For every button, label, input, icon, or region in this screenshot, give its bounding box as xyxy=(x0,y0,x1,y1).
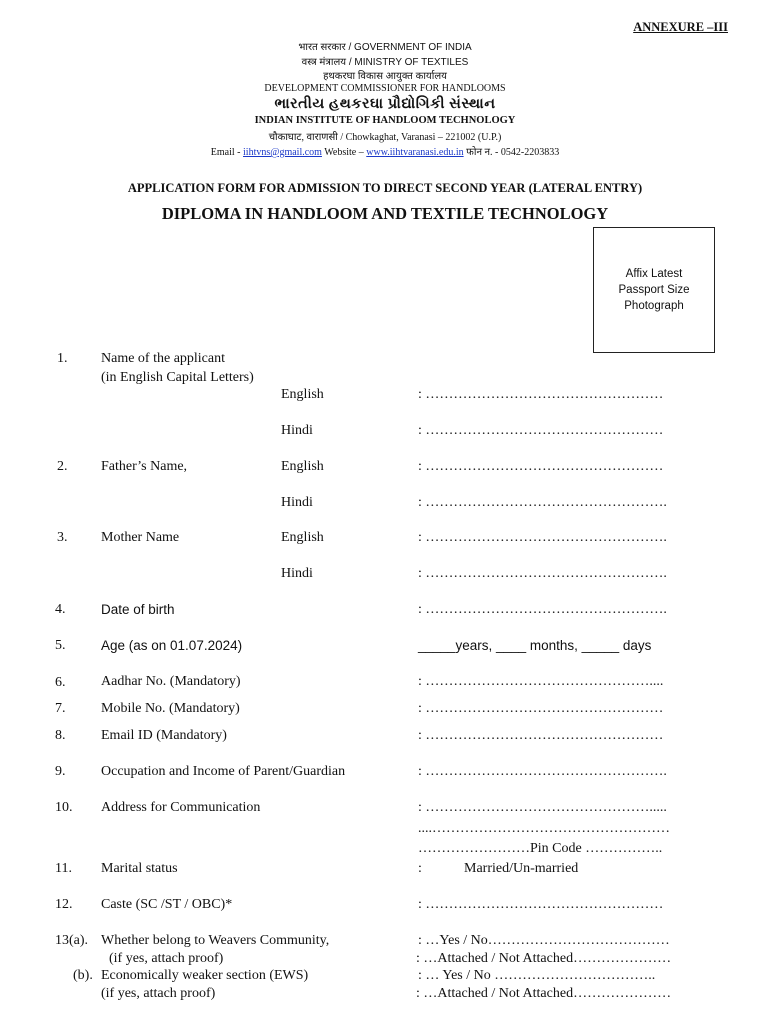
header-contact xyxy=(0,144,770,158)
field-1-number: 1. xyxy=(57,351,68,366)
field-2-english-label: English xyxy=(281,459,324,474)
field-3-hindi-input[interactable]: : ……………………………………………. xyxy=(418,566,667,581)
field-12-number: 12. xyxy=(55,897,73,912)
field-1-hindi-label: Hindi xyxy=(281,423,313,438)
mobile-input[interactable]: : …………………………………………… xyxy=(418,701,664,716)
field-1-hindi-input[interactable]: : …………………………………………… xyxy=(418,423,664,438)
form-title: APPLICATION FORM FOR ADMISSION TO DIRECT SECOND YEAR (LATERAL ENTRY) xyxy=(127,181,643,195)
field-8-label: Email ID (Mandatory) xyxy=(101,728,227,743)
field-1-english-input[interactable]: : …………………………………………… xyxy=(418,387,664,402)
email-input[interactable]: : …………………………………………… xyxy=(418,728,664,743)
header-address: चौकाघाट, वाराणसी / Chowkaghat, Varanasi – 221002 (U.P.) xyxy=(268,132,502,143)
website-label: Website – xyxy=(321,147,367,158)
field-13b-number: (b). xyxy=(73,968,93,983)
website-link[interactable]: www.iihtvaranasi.edu.in xyxy=(366,147,464,158)
field-10-number: 10. xyxy=(55,800,73,815)
email-link[interactable]: iihtvns@gmail.com xyxy=(243,147,322,158)
annexure-label: ANNEXURE –III xyxy=(633,20,728,34)
occupation-input[interactable]: : ……………………………………………. xyxy=(418,764,667,779)
field-2-hindi-input[interactable]: : ……………………………………………. xyxy=(418,495,667,510)
ews-input[interactable]: : … Yes / No …………………………….. xyxy=(418,968,656,983)
field-7-label: Mobile No. (Mandatory) xyxy=(101,701,240,716)
weavers-proof-input[interactable]: : …Attached / Not Attached………………… xyxy=(416,951,672,966)
field-3-hindi-label: Hindi xyxy=(281,566,313,581)
header-office-hindi: हथकरघा विकास आयुक्त कार्यालय xyxy=(323,71,447,82)
caste-input[interactable]: : …………………………………………… xyxy=(418,897,664,912)
field-9-number: 9. xyxy=(55,764,66,779)
address-input-line-1[interactable]: : …………………………………………..... xyxy=(418,800,667,815)
field-13a-number: 13(a). xyxy=(55,933,89,948)
field-2-hindi-label: Hindi xyxy=(281,495,313,510)
photo-line-2: Passport Size xyxy=(618,284,690,296)
phone-number: फोन न. - 0542-2203833 xyxy=(463,147,560,158)
header-ministry: वस्त्र मंत्रालय / MINISTRY OF TEXTILES xyxy=(301,57,469,68)
field-3-label: Mother Name xyxy=(101,530,180,545)
field-2-number: 2. xyxy=(57,459,68,474)
field-3-number: 3. xyxy=(57,530,68,545)
email-label: Email - xyxy=(210,147,244,158)
field-4-number: 4. xyxy=(55,602,66,617)
header-institute-gujarati: ભારતીય હથકરઘા પ્રૌદ્યોગિકી સંસ્થાન xyxy=(274,96,496,112)
field-13a-label: Whether belong to Weavers Community, xyxy=(101,933,330,948)
aadhar-input[interactable]: : ………………………………………….... xyxy=(418,674,664,689)
field-13a-sublabel: (if yes, attach proof) xyxy=(109,951,224,966)
field-13b-sublabel: (if yes, attach proof) xyxy=(101,986,216,1001)
field-8-number: 8. xyxy=(55,728,66,743)
field-1-label: Name of the applicant xyxy=(101,351,226,366)
field-2-label: Father’s Name, xyxy=(101,459,188,474)
address-input-line-2[interactable]: ....…………………………………………… xyxy=(418,821,670,836)
age-input[interactable]: _____years, ____ months, _____ days xyxy=(418,638,652,653)
field-13b-label: Economically weaker section (EWS) xyxy=(101,968,309,983)
field-7-number: 7. xyxy=(55,701,66,716)
field-5-label: Age (as on 01.07.2024) xyxy=(101,638,243,653)
weavers-community-input[interactable]: : …Yes / No………………………………… xyxy=(418,933,670,948)
field-3-english-input[interactable]: : ……………………………………………. xyxy=(418,530,667,545)
field-3-english-label: English xyxy=(281,530,324,545)
field-6-number: 6. xyxy=(55,675,66,690)
header-institute-name: INDIAN INSTITUTE OF HANDLOOM TECHNOLOGY xyxy=(254,115,516,126)
field-11-number: 11. xyxy=(55,861,72,876)
field-11-label: Marital status xyxy=(101,861,178,876)
address-pin-code-input[interactable]: ……………………Pin Code …………….. xyxy=(418,841,663,856)
field-6-label: Aadhar No. (Mandatory) xyxy=(101,674,241,689)
field-4-label: Date of birth xyxy=(101,602,175,617)
field-2-english-input[interactable]: : …………………………………………… xyxy=(418,459,664,474)
field-9-label: Occupation and Income of Parent/Guardian xyxy=(101,764,346,779)
field-1-english-label: English xyxy=(281,387,324,402)
field-12-label: Caste (SC /ST / OBC)* xyxy=(101,897,233,912)
header-government: भारत सरकार / GOVERNMENT OF INDIA xyxy=(298,42,472,53)
field-5-number: 5. xyxy=(55,638,66,653)
field-11-colon: : xyxy=(418,861,422,876)
form-subtitle: DIPLOMA IN HANDLOOM AND TEXTILE TECHNOLOGY xyxy=(161,204,609,223)
header-dc-handlooms: DEVELOPMENT COMMISSIONER FOR HANDLOOMS xyxy=(264,83,506,94)
photo-line-1: Affix Latest xyxy=(625,268,683,280)
photo-line-3: Photograph xyxy=(624,300,684,312)
ews-proof-input[interactable]: : …Attached / Not Attached………………… xyxy=(416,986,672,1001)
dob-input[interactable]: : ……………………………………………. xyxy=(418,602,667,617)
photo-box[interactable] xyxy=(593,227,715,353)
field-1-sublabel: (in English Capital Letters) xyxy=(101,370,254,385)
field-10-label: Address for Communication xyxy=(101,800,261,815)
marital-status-options[interactable]: Married/Un-married xyxy=(464,861,579,876)
